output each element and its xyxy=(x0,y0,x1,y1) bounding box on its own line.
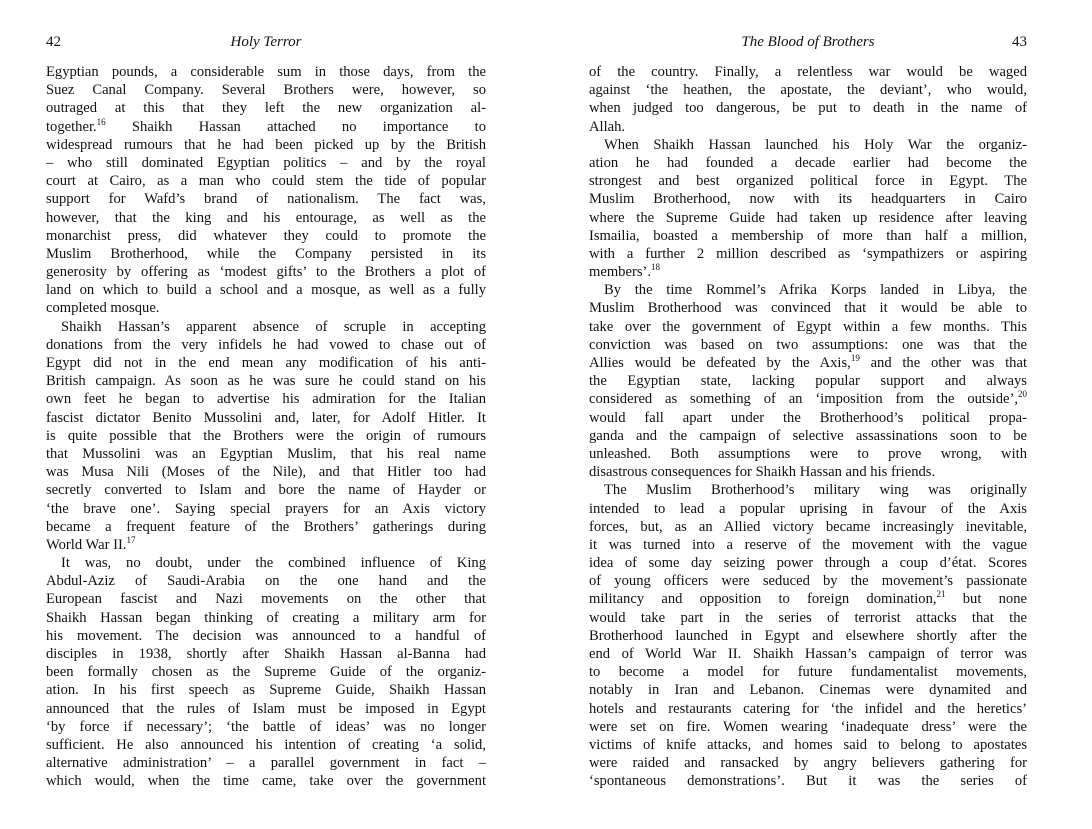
footnote-ref: 21 xyxy=(936,589,946,600)
running-title: The Blood of Brothers xyxy=(741,34,875,50)
text-line xyxy=(589,500,1027,518)
right-page xyxy=(589,0,1027,829)
text-line xyxy=(589,354,1027,372)
text-line xyxy=(589,318,1027,336)
line-text: Egyptian pounds, a considerable sum in those days, from the xyxy=(46,64,486,80)
line-text: together. xyxy=(46,118,97,135)
line-text: Suez Canal Company. Several Brothers were, however, so xyxy=(46,82,486,99)
text-line xyxy=(46,500,486,518)
text-line xyxy=(46,481,486,499)
text-line xyxy=(589,554,1027,572)
line-text: generosity by offering as ‘modest gifts’ to the Brothers a plot of xyxy=(46,264,486,281)
line-text: announced that the rules of Islam must be imposed in Egypt xyxy=(46,700,486,717)
text-line xyxy=(589,281,1027,299)
line-text: became a frequent feature of the Brothers’ gatherings during xyxy=(46,518,486,535)
line-text: would take part in the series of terrorist attacks that the xyxy=(589,609,1027,626)
line-text: donations from the very infidels he had vowed to chase out of xyxy=(46,336,486,353)
line-text: court at Cairo, as a man who could stem the tide of popular xyxy=(46,173,486,190)
text-line xyxy=(46,318,486,336)
text-line xyxy=(589,172,1027,190)
line-text: however, that the king and his entourage, as well as the xyxy=(46,209,486,226)
text-line xyxy=(589,754,1027,772)
line-text: Ismailia, boasted a membership of more than half a million, xyxy=(589,227,1027,244)
text-line xyxy=(46,663,486,681)
line-text: idea of some day seizing power through a coup d’état. Scores xyxy=(589,555,1027,572)
text-line xyxy=(589,263,1027,281)
line-text: completed mosque. xyxy=(46,300,160,317)
text-line xyxy=(46,627,486,645)
footnote-ref: 17 xyxy=(126,534,136,545)
line-text: Abdul-Aziz of Saudi-Arabia on the one hand and the xyxy=(46,573,486,590)
line-text: his movement. The decision was announced to a handful of xyxy=(46,627,486,644)
line-text: ‘the brave one’. Saying special prayers for an Axis victory xyxy=(46,500,486,517)
line-text: been formally chosen as the Supreme Guide of the organiz- xyxy=(46,664,486,681)
line-text: It was, no doubt, under the combined influence of King xyxy=(61,555,486,572)
text-line xyxy=(589,299,1027,317)
line-text: take over the government of Egypt within a few months. This xyxy=(589,318,1027,335)
text-line xyxy=(589,663,1027,681)
line-text: ation he had founded a decade earlier had become the xyxy=(589,154,1027,171)
line-text: and the other was that xyxy=(859,355,1027,371)
line-text: ‘by force if necessary’; ‘the battle of ideas’ was no longer xyxy=(46,718,486,735)
line-text: against ‘the heathen, the apostate, the deviant’, who would, xyxy=(589,82,1027,99)
text-line xyxy=(46,245,486,263)
text-line xyxy=(46,354,486,372)
line-text: widespread rumours that he had been picked up by the British xyxy=(46,136,486,153)
text-line xyxy=(46,409,486,427)
right-body-text xyxy=(589,63,1027,791)
line-text: with a further 2 million described as ‘sympathizers or aspiring xyxy=(589,245,1027,262)
line-text: the Egyptian state, lacking popular support and always xyxy=(589,373,1027,390)
text-line xyxy=(46,299,486,317)
text-line xyxy=(589,736,1027,754)
text-line xyxy=(46,572,486,590)
text-line xyxy=(589,536,1027,554)
text-line xyxy=(46,99,486,117)
line-text: Egypt did not in the end mean any modification of his anti- xyxy=(46,355,486,371)
text-line xyxy=(589,481,1027,499)
line-text: fascist dictator Benito Mussolini and, later, for Adolf Hitler. It xyxy=(46,409,486,426)
text-line xyxy=(589,154,1027,172)
line-text: By the time Rommel’s Afrika Korps landed in Libya, the xyxy=(604,282,1027,299)
text-line xyxy=(46,281,486,299)
text-line xyxy=(589,627,1027,645)
line-text: end of World War II. Shaikh Hassan’s campaign of terror was xyxy=(589,646,1027,662)
left-page xyxy=(46,0,486,829)
line-text: Allah. xyxy=(589,118,626,135)
line-text: militancy and opposition to foreign domination, xyxy=(589,591,937,608)
line-text: intended to lead a popular uprising in favour of the Axis xyxy=(589,500,1027,517)
text-line xyxy=(46,754,486,772)
line-text: Muslim Brotherhood, while the Company persisted in its xyxy=(46,245,486,262)
line-text: forces, but, as an Allied victory became increasingly inevitable, xyxy=(589,518,1027,535)
line-text: monarchist press, did whatever they could to promote the xyxy=(46,227,486,244)
text-line xyxy=(46,63,486,81)
footnote-ref: 19 xyxy=(850,353,860,363)
footnote-ref: 18 xyxy=(651,262,661,273)
line-text: alternative administration’ – a parallel government in fact – xyxy=(46,755,486,772)
text-line xyxy=(589,645,1027,663)
text-line xyxy=(589,136,1027,154)
footnote-ref: 20 xyxy=(1018,389,1027,400)
line-text: members’. xyxy=(589,264,652,281)
line-text: ation. In his first speech as Supreme Guide, Shaikh Hassan xyxy=(46,682,486,699)
line-text: considered as something of an ‘imposition from the outside’, xyxy=(589,391,1018,408)
text-line xyxy=(589,409,1027,427)
line-text: but none xyxy=(945,591,1027,608)
text-line xyxy=(589,572,1027,590)
text-line xyxy=(46,736,486,754)
line-text: were raided and ransacked by angry believers gathering for xyxy=(589,755,1027,772)
text-line xyxy=(46,445,486,463)
line-text: Allies would be defeated by the Axis, xyxy=(589,355,851,371)
line-text: Shaikh Hassan’s apparent absence of scruple in accepting xyxy=(61,318,486,335)
text-line xyxy=(46,118,486,136)
line-text: Muslim Brotherhood was convinced that it would be able to xyxy=(589,300,1027,317)
line-text: where the Supreme Guide had taken up residence after leaving xyxy=(589,209,1027,226)
line-text: – who still dominated Egyptian politics – and by the royal xyxy=(46,154,486,171)
text-line xyxy=(589,772,1027,790)
text-line xyxy=(589,227,1027,245)
text-line xyxy=(589,718,1027,736)
text-line xyxy=(46,154,486,172)
line-text: ganda and the campaign of selective assassinations soon to be xyxy=(589,427,1027,444)
page-number: 42 xyxy=(46,34,61,50)
footnote-ref: 16 xyxy=(96,116,106,127)
text-line xyxy=(589,463,1027,481)
line-text: secretly converted to Islam and bore the name of Hayder or xyxy=(46,482,486,499)
line-text: which would, when the time came, take over the government xyxy=(46,773,486,790)
text-line xyxy=(589,245,1027,263)
line-text: Shaikh Hassan began thinking of creating a military arm for xyxy=(46,609,486,626)
running-title: Holy Terror xyxy=(230,34,302,50)
text-line xyxy=(46,136,486,154)
line-text: When Shaikh Hassan launched his Holy War the organiz- xyxy=(604,136,1027,153)
text-line xyxy=(589,81,1027,99)
text-line xyxy=(589,336,1027,354)
line-text: strongest and best organized political force in Egypt. The xyxy=(589,173,1027,190)
text-line xyxy=(46,681,486,699)
text-line xyxy=(589,445,1027,463)
text-line xyxy=(589,372,1027,390)
line-text: hotels and restaurants catering for ‘the infidel and the heretics’ xyxy=(589,700,1027,717)
left-running-head xyxy=(46,34,486,56)
line-text: World War II. xyxy=(46,536,127,553)
line-text: British campaign. As soon as he was sure he could stand on his xyxy=(46,373,486,390)
text-line xyxy=(589,700,1027,718)
line-text: were set on fire. Women wearing ‘inadequate dress’ were the xyxy=(589,718,1027,735)
text-line xyxy=(46,718,486,736)
right-running-head xyxy=(589,34,1027,56)
line-text: notably in Iran and Lebanon. Cinemas were dynamited and xyxy=(589,682,1027,699)
text-line xyxy=(46,518,486,536)
text-line xyxy=(46,227,486,245)
text-line xyxy=(46,263,486,281)
line-text: of young officers were seduced by the movement’s passionate xyxy=(589,573,1027,590)
line-text: when judged too dangerous, be put to death in the name of xyxy=(589,100,1027,117)
text-line xyxy=(589,609,1027,627)
line-text: Muslim Brotherhood, now with its headquarters in Cairo xyxy=(589,191,1027,208)
text-line xyxy=(589,390,1027,408)
text-line xyxy=(46,209,486,227)
page-number: 43 xyxy=(1012,34,1027,50)
line-text: Shaikh Hassan attached no importance to xyxy=(105,118,486,135)
line-text: The Muslim Brotherhood’s military wing was originally xyxy=(604,482,1027,499)
line-text: it was turned into a reserve of the movement with the vague xyxy=(589,536,1027,553)
line-text: conviction was based on two assumptions: one was that the xyxy=(589,336,1027,353)
text-line xyxy=(46,81,486,99)
text-line xyxy=(46,372,486,390)
line-text: victims of knife attacks, and homes said to belong to apostates xyxy=(589,736,1027,753)
text-line xyxy=(589,63,1027,81)
line-text: European fascist and Nazi movements on the other that xyxy=(46,591,486,608)
line-text: ‘spontaneous demonstrations’. But it was the series of xyxy=(589,773,1027,790)
line-text: would fall apart under the Brotherhood’s political propa- xyxy=(589,409,1027,426)
text-line xyxy=(589,590,1027,608)
line-text: sufficient. He also announced his intention of creating ‘a solid, xyxy=(46,736,486,753)
text-line xyxy=(46,772,486,790)
text-line xyxy=(589,118,1027,136)
text-line xyxy=(589,681,1027,699)
line-text: that Mussolini was an Egyptian Muslim, that his real name xyxy=(46,445,486,462)
text-line xyxy=(589,209,1027,227)
text-line xyxy=(589,99,1027,117)
line-text: is quite possible that the Brothers were the origin of rumours xyxy=(46,427,486,444)
line-text: land on which to build a school and a mosque, as well as a fully xyxy=(46,282,486,299)
line-text: outraged at this that they left the new organization al- xyxy=(46,100,486,117)
line-text: support for Wafd’s brand of nationalism. The fact was, xyxy=(46,191,486,208)
text-line xyxy=(46,554,486,572)
text-line xyxy=(46,390,486,408)
line-text: was Musa Nili (Moses of the Nile), and that Hitler too had xyxy=(46,464,486,481)
text-line xyxy=(589,427,1027,445)
text-line xyxy=(46,700,486,718)
text-line xyxy=(46,190,486,208)
text-line xyxy=(589,518,1027,536)
text-line xyxy=(46,336,486,354)
line-text: unleashed. Both assumptions were to prove wrong, with xyxy=(589,445,1027,462)
line-text: Brotherhood launched in Egypt and elsewhere shortly after the xyxy=(589,627,1027,644)
text-line xyxy=(46,645,486,663)
text-line xyxy=(46,609,486,627)
line-text: disastrous consequences for Shaikh Hassan and his friends. xyxy=(589,464,936,481)
text-line xyxy=(589,190,1027,208)
line-text: disciples in 1938, shortly after Shaikh Hassan al-Banna had xyxy=(46,646,486,662)
text-line xyxy=(46,463,486,481)
line-text: to become a model for future fundamentalist movements, xyxy=(589,664,1027,681)
line-text: of the country. Finally, a relentless war would be waged xyxy=(589,64,1027,80)
left-body-text xyxy=(46,63,486,791)
text-line xyxy=(46,427,486,445)
text-line xyxy=(46,590,486,608)
text-line xyxy=(46,172,486,190)
line-text: own feet he began to advertise his admiration for the Italian xyxy=(46,391,486,408)
text-line xyxy=(46,536,486,554)
